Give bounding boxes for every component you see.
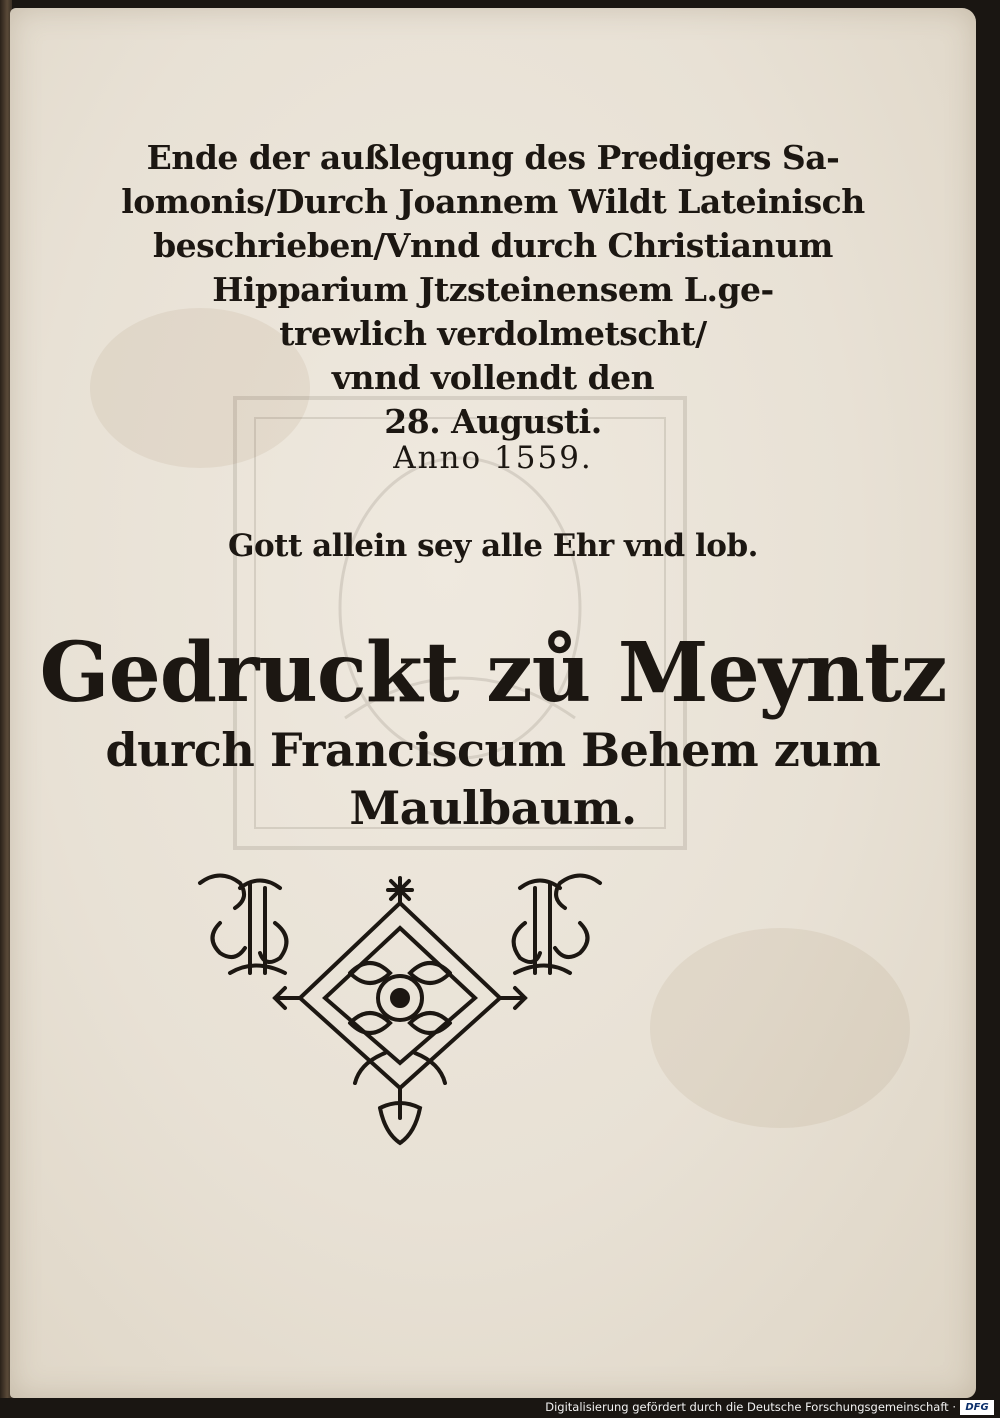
imprint-heading: Gedruckt zů Meyntz xyxy=(39,625,947,721)
imprint-line: Maulbaum. xyxy=(349,781,637,835)
year-line: Anno 1559. xyxy=(393,440,593,476)
imprint-line: durch Franciscum Behem zum xyxy=(105,723,881,777)
colophon-line: vnnd vollendt den xyxy=(331,358,655,397)
colophon-line: beschrieben/Vnnd durch Christianum xyxy=(153,226,833,265)
paper-stain xyxy=(650,928,910,1128)
imprint-printer xyxy=(10,721,976,837)
colophon-line: Ende der außlegung des Predigers Sa- xyxy=(146,138,840,177)
praise-line: Gott allein sey alle Ehr vnd lob. xyxy=(228,528,758,564)
dfg-logo: DFG xyxy=(960,1400,994,1415)
colophon-line: Hipparium Jtzsteinensem L.ge- xyxy=(212,270,774,309)
book-page xyxy=(10,8,976,1398)
colophon-line: 28. Augusti. xyxy=(384,402,602,441)
fleuron-ornament-icon xyxy=(180,863,620,1153)
colophon-text xyxy=(10,136,976,444)
colophon-line: lomonis/Durch Joannem Wildt Lateinisch xyxy=(121,182,865,221)
colophon-line: trewlich verdolmetscht/ xyxy=(279,314,707,353)
digitization-credit: Digitalisierung gefördert durch die Deutsche Forschungsgemeinschaft · xyxy=(545,1400,956,1414)
